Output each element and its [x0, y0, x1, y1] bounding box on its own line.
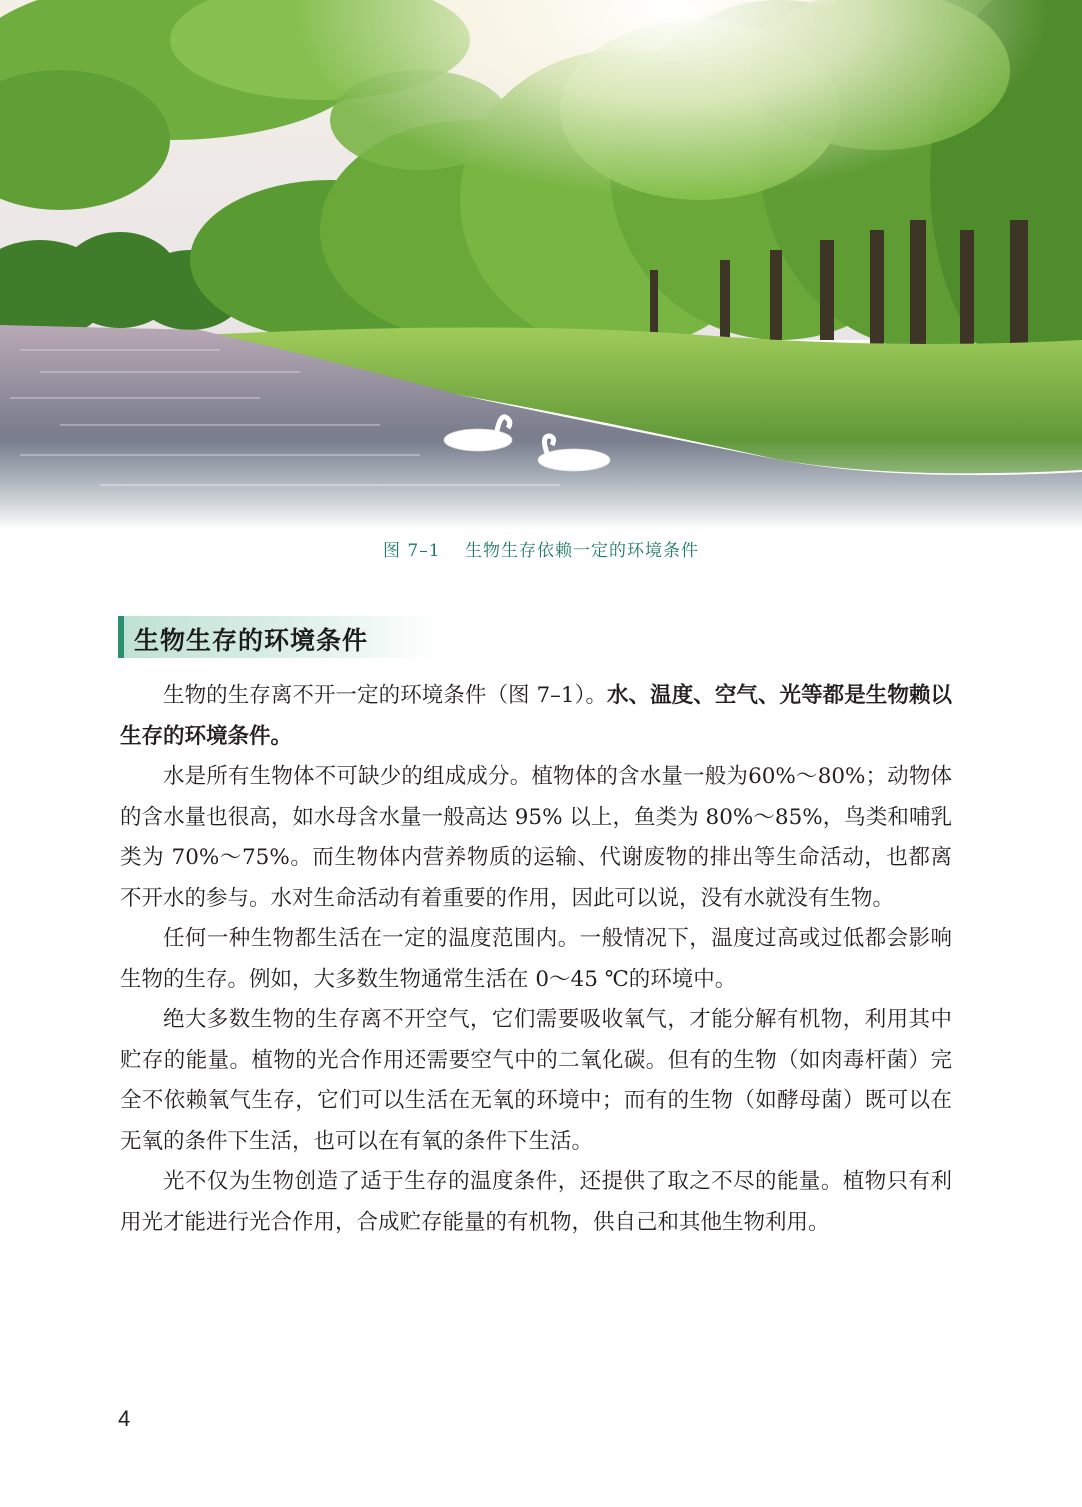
- paragraph-1-lead: 生物的生存离不开一定的环境条件（图 7–1）。: [163, 683, 608, 708]
- paragraph-5: 光不仅为生物创造了适于生存的温度条件，还提供了取之不尽的能量。植物只有利用光才能进行光合作用，合成贮存能量的有机物，供自己和其他生物利用。: [120, 1169, 952, 1235]
- heading-accent-bar: [118, 616, 124, 658]
- page-number: 4: [118, 1406, 131, 1431]
- paragraph-1: [120, 676, 952, 757]
- figure-number: 图 7–1: [383, 541, 441, 561]
- figure-caption: [0, 536, 1082, 561]
- section-title: 生物生存的环境条件: [134, 626, 369, 655]
- paragraph-3: 任何一种生物都生活在一定的温度范围内。一般情况下，温度过高或过低都会影响生物的生存。例如，大多数生物通常生活在 0～45 ℃的环境中。: [120, 926, 952, 992]
- section-heading: [118, 616, 438, 658]
- paragraph-2: 水是所有生物体不可缺少的组成成分。植物体的含水量一般为60%～80%；动物体的含水量也很高，如水母含水量一般高达 95% 以上，鱼类为 80%～85%，鸟类和哺乳类为 70%～75%。而生物体内营养物质的运输、代谢废物的排出等生命活动，也都离不开水的参与。水对生命活动有着重要的作用，因此可以说，没有水就没有生物。: [120, 764, 952, 911]
- paragraph-1-emphasis: 水、温度、空气、光等都是生物赖以生存的环境条件。: [120, 683, 952, 749]
- figure-caption-text: 生物生存依赖一定的环境条件: [464, 541, 699, 561]
- lake-landscape-photo: [0, 0, 1082, 530]
- body-text: [120, 676, 952, 1243]
- paragraph-4: 绝大多数生物的生存离不开空气，它们需要吸收氧气，才能分解有机物，利用其中贮存的能量。植物的光合作用还需要空气中的二氧化碳。但有的生物（如肉毒杆菌）完全不依赖氧气生存，它们可以生活在无氧的环境中；而有的生物（如酵母菌）既可以在无氧的条件下生活，也可以在有氧的条件下生活。: [120, 1007, 952, 1154]
